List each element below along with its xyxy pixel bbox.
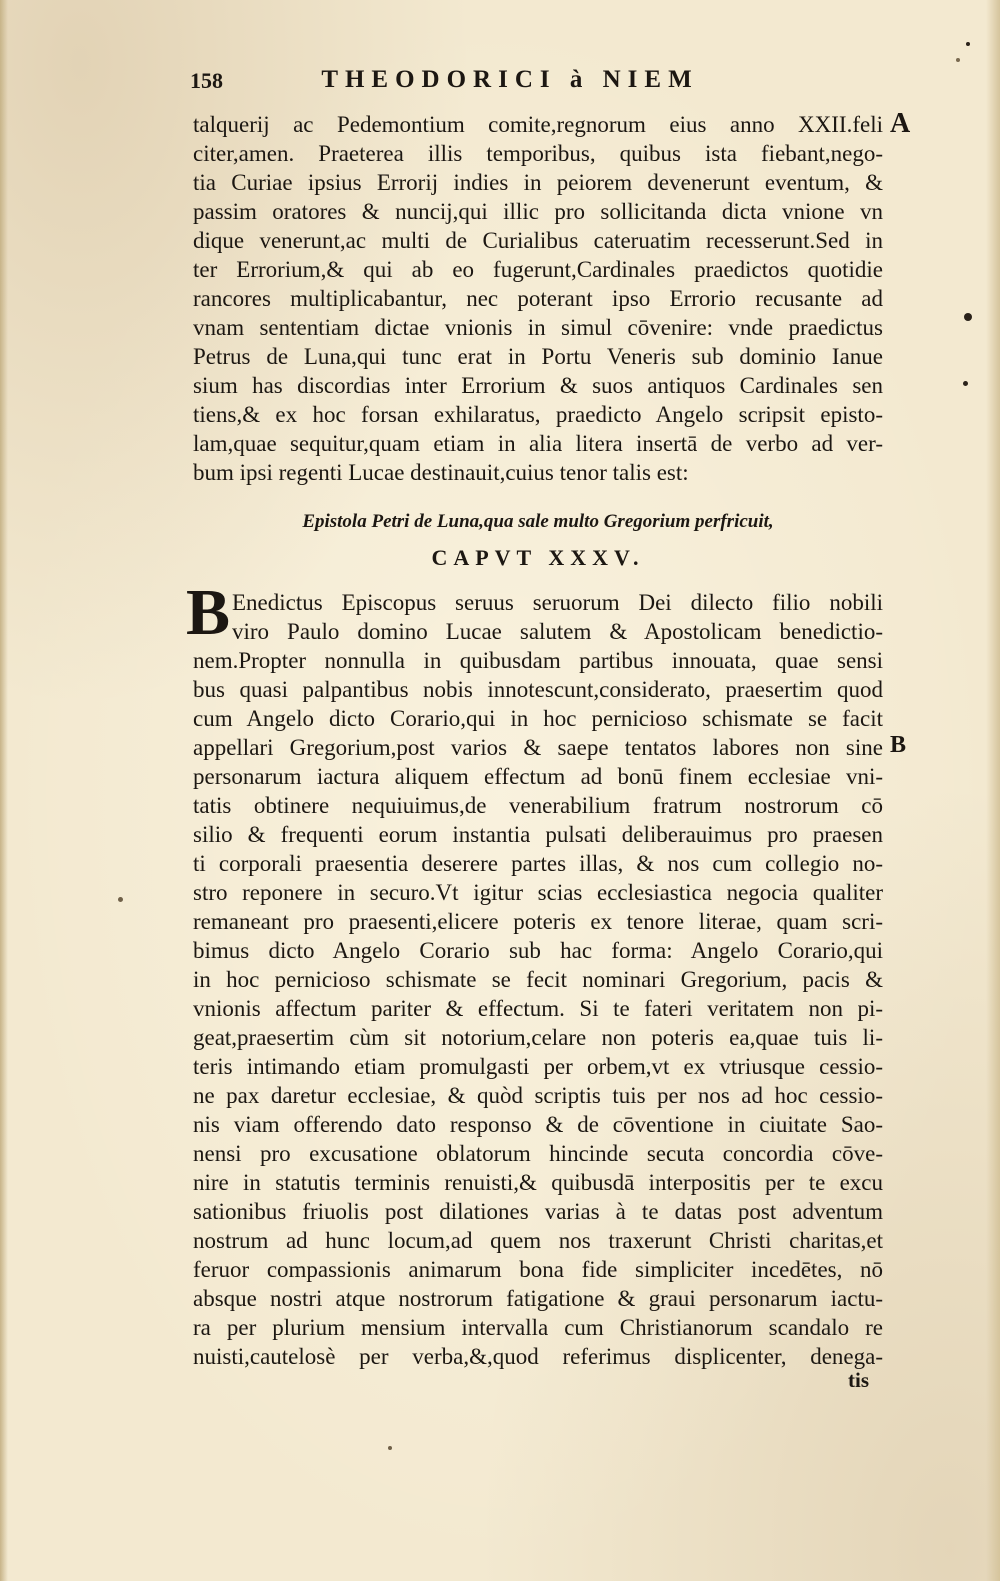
margin-letter-b: B (890, 732, 907, 758)
ink-speck (388, 1446, 392, 1450)
text-line: ti corporali praesentia deserere partes illas, & nos cum collegio no- (193, 851, 883, 876)
running-head: THEODORICI à NIEM (321, 66, 699, 93)
text-line: nem.Propter nonnulla in quibusdam partibus innouata, quae sensi (193, 648, 883, 673)
text-line: cum Angelo dicto Corario,qui in hoc pernicioso schismate se facit (193, 706, 883, 731)
text-line: Petrus de Luna,qui tunc erat in Portu Veneris sub dominio Ianue (193, 344, 883, 369)
text-line: talquerij ac Pedemontium comite,regnorum eius anno XXII.feli (193, 112, 883, 137)
text-line: nostrum ad hunc locum,ad quem nos traxerunt Christi charitas,et (193, 1228, 883, 1253)
text-line: ra per plurium mensium intervalla cum Christianorum scandalo re (193, 1315, 883, 1340)
text-line: citer,amen. Praeterea illis temporibus, quibus ista fiebant,nego- (193, 141, 883, 166)
text-line: rancores multiplicabantur, nec poterant ipso Errorio recusante ad (193, 286, 883, 311)
text-line: geat,praesertim cùm sit notorium,celare non poteris ea,quae tuis li- (193, 1025, 883, 1050)
text-line: tatis obtinere nequiuimus,de venerabilium fratrum nostrorum cō (193, 793, 883, 818)
text-line: sium has discordias inter Errorium & suos antiquos Cardinales sen (193, 373, 883, 398)
ink-speck (963, 381, 968, 386)
text-line: viro Paulo domino Lucae salutem & Apostolicam benedictio- (232, 619, 883, 644)
text-line: vnionis affectum pariter & effectum. Si te fateri veritatem non pi- (193, 996, 883, 1021)
text-line: nensi pro excusatione oblatorum hincinde secuta concordia cōve- (193, 1141, 883, 1166)
text-line: nire in statutis terminis renuisti,& quibusdā interpositis per te excu (193, 1170, 883, 1195)
text-line: teris intimando etiam promulgasti per orbem,vt ex vtriusque cessio- (193, 1054, 883, 1079)
text-line: personarum iactura aliquem effectum ad bonū finem ecclesiae vni- (193, 764, 883, 789)
text-line: lam,quae sequitur,quam etiam in alia litera insertā de verbo ad ver- (193, 431, 883, 456)
text-line: absque nostri atque nostrorum fatigatione & graui personarum iactu- (193, 1286, 883, 1311)
text-line: stro reponere in securo.Vt igitur scias ecclesiastica negocia qualiter (193, 880, 883, 905)
text-line: nuisti,cautelosè per verba,&,quod referimus displicenter, denega- (193, 1344, 883, 1369)
text-line: tiens,& ex hoc forsan exhilaratus, praedicto Angelo scripsit episto- (193, 402, 883, 427)
ink-speck (956, 58, 960, 62)
catchword: tis (848, 1368, 869, 1392)
text-line: Enedictus Episcopus seruus seruorum Dei dilecto filio nobili (232, 590, 883, 615)
text-line: bum ipsi regenti Lucae destinauit,cuius tenor talis est: (193, 460, 689, 485)
ink-speck (966, 42, 970, 46)
text-line: silio & frequenti eorum instantia pulsati deliberauimus pro praesen (193, 822, 883, 847)
chapter-subtitle: Epistola Petri de Luna,qua sale multo Gregorium perfricuit, (302, 511, 774, 532)
page-edge-shadow (986, 0, 1000, 1581)
chapter-title: CAPVT XXXV. (431, 545, 645, 570)
text-line: nis viam offerendo dato responso & de cōventione in ciuitate Sao- (193, 1112, 883, 1137)
text-line: ter Errorium,& qui ab eo fugerunt,Cardinales praedictos quotidie (193, 257, 883, 282)
margin-letter-a: A (890, 108, 911, 139)
text-line: vnam sententiam dictae vnionis in simul cōvenire: vnde praedictus (193, 315, 883, 340)
text-line: bus quasi palpantibus nobis innotescunt,considerato, praesertim quod (193, 677, 883, 702)
text-line: ne pax daretur ecclesiae, & quòd scriptis tuis per nos ad hoc cessio- (193, 1083, 883, 1108)
page-edge-shadow (0, 0, 8, 1581)
drop-cap-initial: B (186, 576, 231, 649)
text-line: dique venerunt,ac multi de Curialibus cateruatim recesserunt.Sed in (193, 228, 883, 253)
text-line: feruor compassionis animarum bona fide simpliciter incedētes, nō (193, 1257, 883, 1282)
text-line: sationibus friuolis post dilationes varias à te datas post adventum (193, 1199, 883, 1224)
text-line: remaneant pro praesenti,elicere poteris ex tenore literae, quam scri- (193, 909, 883, 934)
text-line: appellari Gregorium,post varios & saepe tentatos labores non sine (193, 735, 883, 760)
ink-speck (964, 313, 972, 321)
ink-speck (118, 897, 123, 902)
text-line: bimus dicto Angelo Corario sub hac forma: Angelo Corario,qui (193, 938, 883, 963)
text-line: passim oratores & nuncij,qui illic pro sollicitanda dicta vnione vn (193, 199, 883, 224)
page-number: 158 (190, 68, 223, 93)
text-line: in hoc pernicioso schismate se fecit nominari Gregorium, pacis & (193, 967, 883, 992)
text-line: tia Curiae ipsius Errorij indies in peiorem devenerunt eventum, & (193, 170, 883, 195)
page-header (0, 66, 1000, 100)
